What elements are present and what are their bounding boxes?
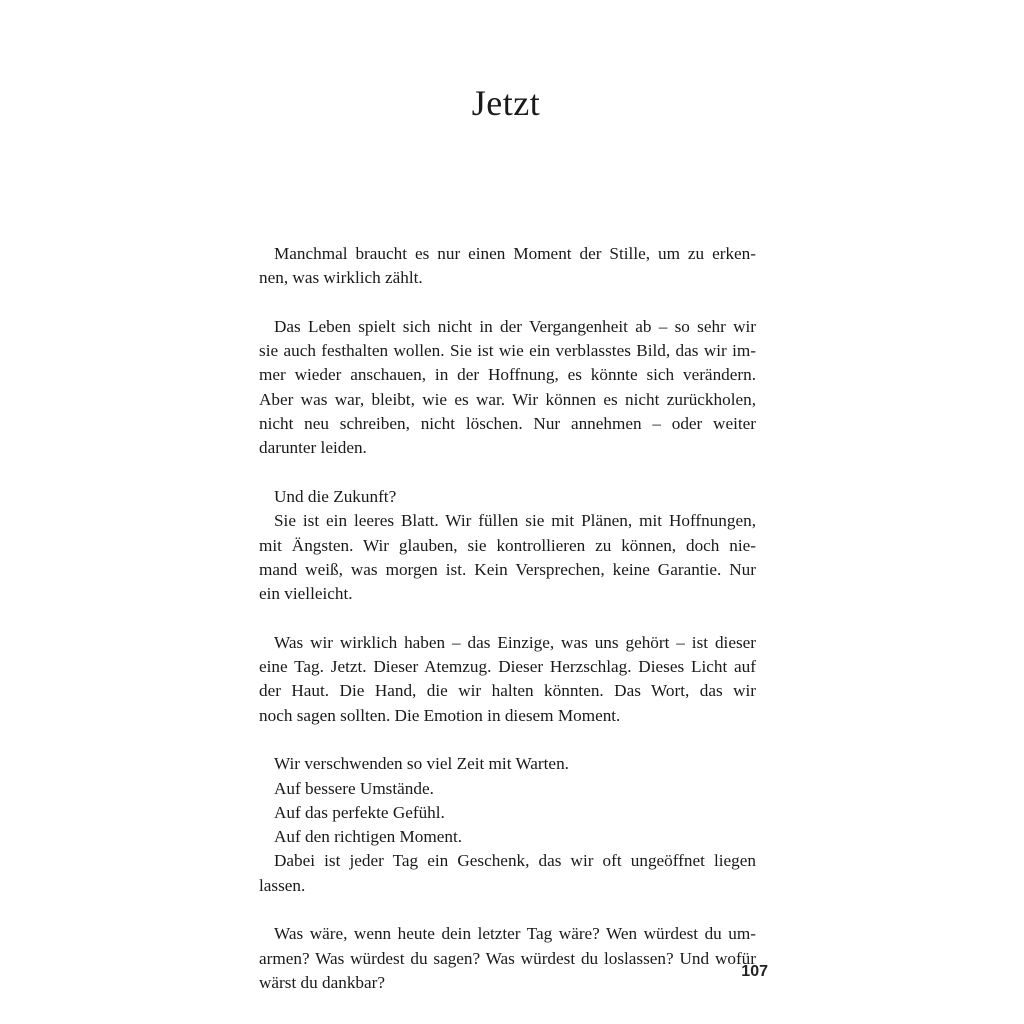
- text-line: eine Tag. Jetzt. Dieser Atemzug. Dieser Herzschlag. Dieses Licht auf: [259, 657, 756, 677]
- text-line: mand weiß, was morgen ist. Kein Versprechen, keine Garantie. Nur: [259, 559, 756, 579]
- text-line: noch sagen sollten. Die Emotion in diesem Moment.: [259, 705, 621, 725]
- text-line: wärst du dankbar?: [259, 972, 385, 992]
- paragraph: [259, 777, 756, 801]
- text-line: Sie ist ein leeres Blatt. Wir füllen sie mit Plänen, mit Hoffnungen,: [274, 511, 756, 531]
- paragraph: [259, 242, 756, 291]
- text-line: darunter leiden.: [259, 438, 367, 458]
- page-number: 107: [741, 963, 768, 980]
- text-line: Was wäre, wenn heute dein letzter Tag wäre? Wen würdest du um-: [274, 924, 756, 944]
- text-line: Was wir wirklich haben – das Einzige, was uns gehört – ist dieser: [274, 632, 756, 652]
- text-line: Das Leben spielt sich nicht in der Vergangenheit ab – so sehr wir: [274, 316, 756, 336]
- text-line: nicht neu schreiben, nicht löschen. Nur annehmen – oder weiter: [259, 414, 756, 434]
- paragraph: [259, 922, 756, 995]
- text-line: sie auch festhalten wollen. Sie ist wie ein verblasstes Bild, das wir im-: [259, 341, 756, 361]
- text-line: mit Ängsten. Wir glauben, sie kontrollieren zu können, doch nie-: [259, 535, 756, 555]
- body-text: [259, 242, 756, 1020]
- text-line: Aber was war, bleibt, wie es war. Wir können es nicht zurückholen,: [259, 389, 756, 409]
- paragraph: [259, 849, 756, 898]
- paragraph: [259, 485, 756, 509]
- text-line: mer wieder anschauen, in der Hoffnung, es könnte sich verändern.: [259, 365, 756, 385]
- text-line: Auf bessere Umstände.: [274, 778, 434, 798]
- text-line: lassen.: [259, 875, 306, 895]
- text-line: armen? Was würdest du sagen? Was würdest du loslassen? Und wofür: [259, 948, 756, 968]
- chapter-title: Jetzt: [471, 83, 541, 123]
- paragraph: [259, 509, 756, 606]
- text-line: Und die Zukunft?: [274, 486, 397, 506]
- paragraph: [259, 752, 756, 776]
- text-line: nen, was wirklich zählt.: [259, 268, 423, 288]
- paragraph: [259, 315, 756, 461]
- text-line: der Haut. Die Hand, die wir halten könnten. Das Wort, das wir: [259, 681, 756, 701]
- text-line: Wir verschwenden so viel Zeit mit Warten.: [274, 754, 569, 774]
- paragraph: [259, 825, 756, 849]
- text-line: Auf das perfekte Gefühl.: [274, 802, 445, 822]
- text-line: Auf den richtigen Moment.: [274, 827, 463, 847]
- text-line: Dabei ist jeder Tag ein Geschenk, das wir oft ungeöffnet liegen: [274, 851, 756, 871]
- paragraph: [259, 801, 756, 825]
- text-line: Manchmal braucht es nur einen Moment der Stille, um zu erken-: [274, 244, 756, 263]
- text-line: ein vielleicht.: [259, 584, 353, 604]
- paragraph: [259, 631, 756, 728]
